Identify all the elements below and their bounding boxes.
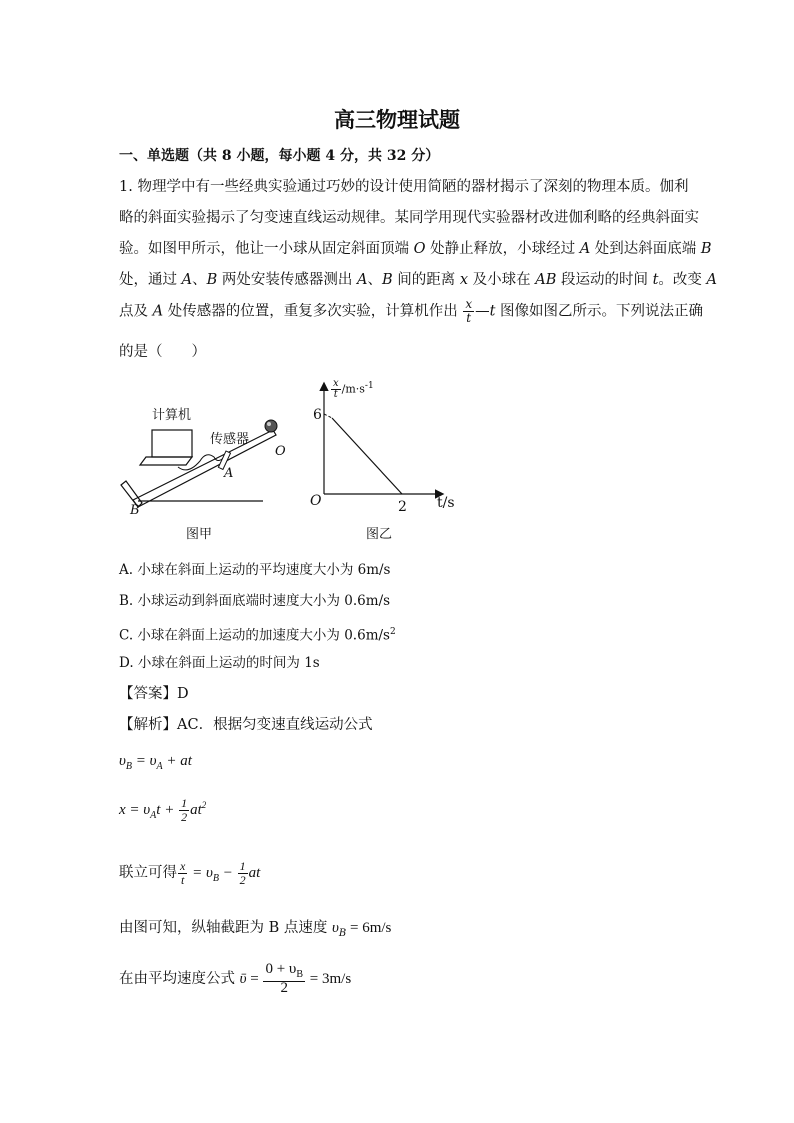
question-line-4: 处，通过 A、B 两处安装传感器测出 A、B 间的距离 x 及小球在 AB 段运动的时间 t。改变 A <box>119 272 718 288</box>
question-line-5: 点及 A 处传感器的位置，重复多次实验，计算机作出 $\frac{x}{t}$ —t 图像如图乙所示。下列说法正确 <box>119 297 704 325</box>
x-tick-2: 2 <box>398 499 407 515</box>
computer-screen <box>152 430 192 457</box>
question-line-1: 1. 物理学中有一些经典实验通过巧妙的设计使用简陋的器材揭示了深刻的物理本质。伽利 <box>119 179 689 195</box>
section-heading: 一、单选题（共 8 小题，每小题 4 分，共 32 分） <box>119 148 440 164</box>
intercept-line: 由图可知，纵轴截距为 B 点速度 $\upsilon_B = 6m/s$ <box>119 920 392 939</box>
page-title: 高三物理试题 <box>334 107 460 132</box>
label-B: B <box>130 503 140 518</box>
graph-line <box>332 418 402 494</box>
question-line-2: 略的斜面实验揭示了匀变速直线运动规律。某同学用现代实验器材改进伽利略的经典斜面实 <box>119 210 699 226</box>
y-axis-label: $\frac{x}{t}$ $/m\cdot s^{-1}$ <box>333 378 374 400</box>
computer-keyboard <box>140 457 192 465</box>
y-tick-6: 6 <box>313 407 322 423</box>
label-sensor: 传感器 <box>210 432 250 447</box>
dashed-extension <box>324 414 332 418</box>
equation-3: 联立可得 $\frac{x}{t}$ = $\upsilon_B$ − $\frac{1}{2}$ at <box>119 859 261 887</box>
label-computer: 计算机 <box>152 408 192 423</box>
incline-plane <box>133 430 276 507</box>
caption-figure-b: 图乙 <box>366 527 393 542</box>
x-axis-label: t/s <box>437 495 455 511</box>
option-D: D. 小球在斜面上运动的时间为 1s <box>119 655 320 671</box>
question-line-6: 的是（ ） <box>119 344 206 360</box>
answer-line: 【答案】D <box>119 686 189 702</box>
option-B: B. 小球运动到斜面底端时速度大小为 0.6m/s <box>119 593 391 609</box>
label-O: O <box>275 444 286 459</box>
option-C: C. 小球在斜面上运动的加速度大小为 $0.6m/s^2$ <box>119 627 396 644</box>
option-A: A. 小球在斜面上运动的平均速度大小为 6m/s <box>119 562 391 578</box>
ball <box>265 420 277 432</box>
origin-label: O <box>310 493 322 509</box>
equation-1: $\upsilon_B = \upsilon_A$ + at <box>119 753 192 772</box>
ball-highlight <box>267 422 271 426</box>
average-velocity-line: 在由平均速度公式 ῡ = $\frac{0 + \upsilon_B}{2}$ = 3m/s <box>119 961 352 996</box>
caption-figure-a: 图甲 <box>186 527 213 542</box>
equation-2: $x = \upsilon_At$ + $\frac{1}{2}$ $at^2$ <box>119 796 207 825</box>
label-A: A <box>224 466 234 481</box>
analysis-line: 【解析】AC．根据匀变速直线运动公式 <box>119 717 373 733</box>
question-line-3: 验。如图甲所示，他让一小球从固定斜面顶端 O 处静止释放，小球经过 A 处到达斜面底端 B <box>119 241 712 257</box>
